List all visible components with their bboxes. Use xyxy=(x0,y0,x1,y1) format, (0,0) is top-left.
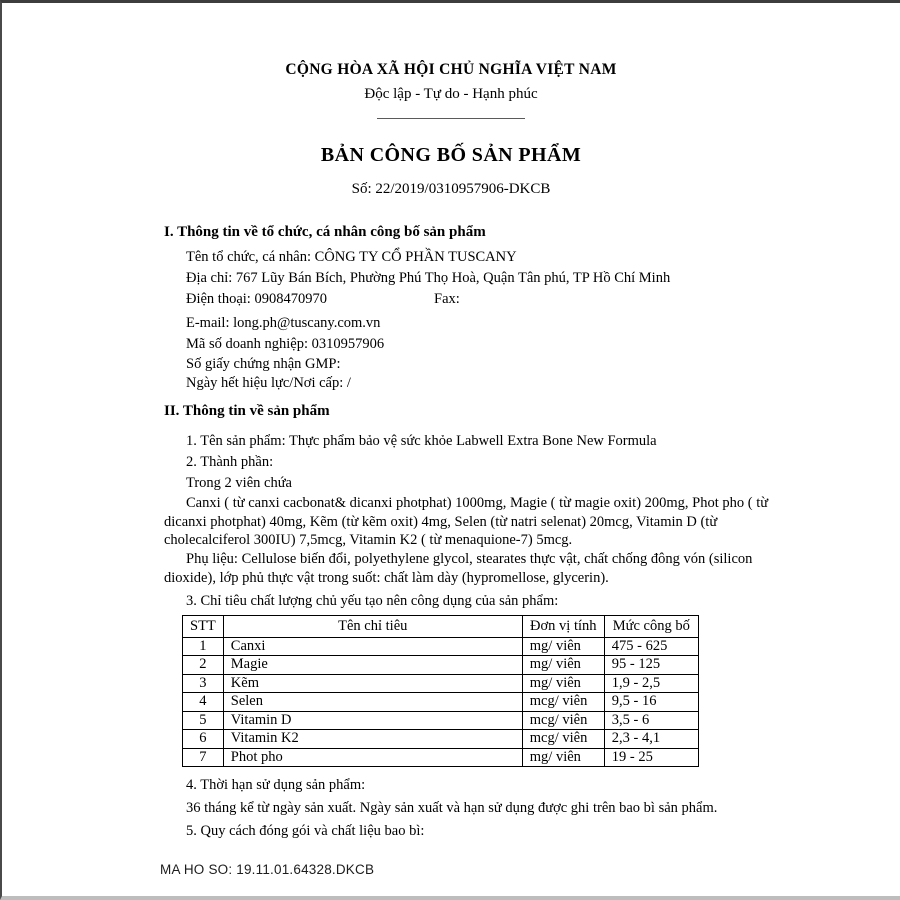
table-header-value: Mức công bố xyxy=(604,615,698,637)
org-name-line: Tên tổ chức, cá nhân: CÔNG TY CỔ PHẦN TUSCANY xyxy=(186,249,517,265)
table-header-row xyxy=(183,615,699,637)
gmp-cert-line: Số giấy chứng nhận GMP: xyxy=(186,356,341,372)
email-line: E-mail: long.ph@tuscany.com.vn xyxy=(186,315,381,331)
table-row xyxy=(183,730,699,749)
quality-heading: 3. Chỉ tiêu chất lượng chủ yếu tạo nên công dụng của sản phẩm: xyxy=(186,592,559,609)
expiry-line: Ngày hết hiệu lực/Nơi cấp: / xyxy=(186,375,351,391)
ingredients-paragraph: Canxi ( từ canxi cacbonat& dicanxi photphat) 1000mg, Magie ( từ magie oxit) 200mg, Phot pho ( từ dicanxi photphat) 40mg, Kẽm (từ kẽm oxit) 4mg, Selen (từ natri selenat) 20mcg, Vitamin D (từ cholecalciferol 300IU) 7,5mcg, Vitamin K2 ( từ menaquione-7) 5mcg. xyxy=(164,495,769,549)
section-2-heading: II. Thông tin về sản phẩm xyxy=(164,403,330,419)
cell-stt: 5 xyxy=(183,711,224,730)
table-row xyxy=(183,711,699,730)
cell-unit: mg/ viên xyxy=(522,656,604,675)
excipients-paragraph: Phụ liệu: Cellulose biến đổi, polyethylene glycol, stearates thực vật, chất chống đông vón (silicon dioxide), lớp phủ thực vật trong suốt: chất làm dày (hypromellose, glycerin). xyxy=(164,551,753,586)
document-body xyxy=(164,222,776,842)
cell-stt: 2 xyxy=(183,656,224,675)
cell-stt: 1 xyxy=(183,637,224,656)
phone-label: Điện thoại: 0908470970 xyxy=(186,291,327,307)
cell-unit: mcg/ viên xyxy=(522,711,604,730)
product-name-line: 1. Tên sản phẩm: Thực phẩm bảo vệ sức khỏe Labwell Extra Bone New Formula xyxy=(186,433,657,449)
motto: Độc lập - Tự do - Hạnh phúc xyxy=(364,86,538,102)
cell-stt: 6 xyxy=(183,730,224,749)
table-header-stt: STT xyxy=(183,615,224,637)
cell-name: Canxi xyxy=(223,637,522,656)
shelf-life-heading: 4. Thời hạn sử dụng sản phẩm: xyxy=(186,777,366,794)
document-number: Số: 22/2019/0310957906-DKCB xyxy=(351,181,551,197)
cell-value: 9,5 - 16 xyxy=(604,693,698,712)
phone-fax-line xyxy=(186,289,776,310)
cell-value: 3,5 - 6 xyxy=(604,711,698,730)
country-title: CỘNG HÒA XÃ HỘI CHỦ NGHĨA VIỆT NAM xyxy=(285,61,617,78)
cell-unit: mcg/ viên xyxy=(522,730,604,749)
cell-value: 2,3 - 4,1 xyxy=(604,730,698,749)
quality-table xyxy=(182,615,699,768)
separator-line xyxy=(377,118,525,119)
address-line: Địa chỉ: 767 Lũy Bán Bích, Phường Phú Thọ Hoà, Quận Tân phú, TP Hồ Chí Minh xyxy=(186,270,671,286)
cell-name: Kẽm xyxy=(223,674,522,693)
table-header-unit: Đơn vị tính xyxy=(522,615,604,637)
file-code: MA HO SO: 19.11.01.64328.DKCB xyxy=(160,862,375,877)
cell-value: 19 - 25 xyxy=(604,748,698,767)
table-header-name: Tên chỉ tiêu xyxy=(223,615,522,637)
packaging-heading: 5. Quy cách đóng gói và chất liệu bao bì: xyxy=(186,823,425,840)
table-row xyxy=(183,637,699,656)
cell-value: 1,9 - 2,5 xyxy=(604,674,698,693)
table-row xyxy=(183,656,699,675)
table-row xyxy=(183,748,699,767)
cell-unit: mg/ viên xyxy=(522,637,604,656)
cell-unit: mcg/ viên xyxy=(522,693,604,712)
cell-name: Selen xyxy=(223,693,522,712)
cell-name: Vitamin D xyxy=(223,711,522,730)
shelf-life-text: 36 tháng kể từ ngày sản xuất. Ngày sản xuất và hạn sử dụng được ghi trên bao bì sản phẩm. xyxy=(186,800,718,817)
document-title: BẢN CÔNG BỐ SẢN PHẨM xyxy=(320,144,582,166)
cell-unit: mg/ viên xyxy=(522,748,604,767)
cell-name: Magie xyxy=(223,656,522,675)
ingredients-heading: 2. Thành phần: xyxy=(186,454,274,470)
national-header xyxy=(2,3,900,199)
cell-unit: mg/ viên xyxy=(522,674,604,693)
table-row xyxy=(183,674,699,693)
cell-name: Vitamin K2 xyxy=(223,730,522,749)
business-code-line: Mã số doanh nghiệp: 0310957906 xyxy=(186,336,385,352)
cell-name: Phot pho xyxy=(223,748,522,767)
cell-stt: 4 xyxy=(183,693,224,712)
cell-value: 475 - 625 xyxy=(604,637,698,656)
table-row xyxy=(183,693,699,712)
fax-label: Fax: xyxy=(434,291,460,307)
ingredients-intro: Trong 2 viên chứa xyxy=(186,475,292,491)
section-1-heading: I. Thông tin về tổ chức, cá nhân công bố sản phẩm xyxy=(164,224,486,240)
cell-stt: 7 xyxy=(183,748,224,767)
cell-stt: 3 xyxy=(183,674,224,693)
cell-value: 95 - 125 xyxy=(604,656,698,675)
